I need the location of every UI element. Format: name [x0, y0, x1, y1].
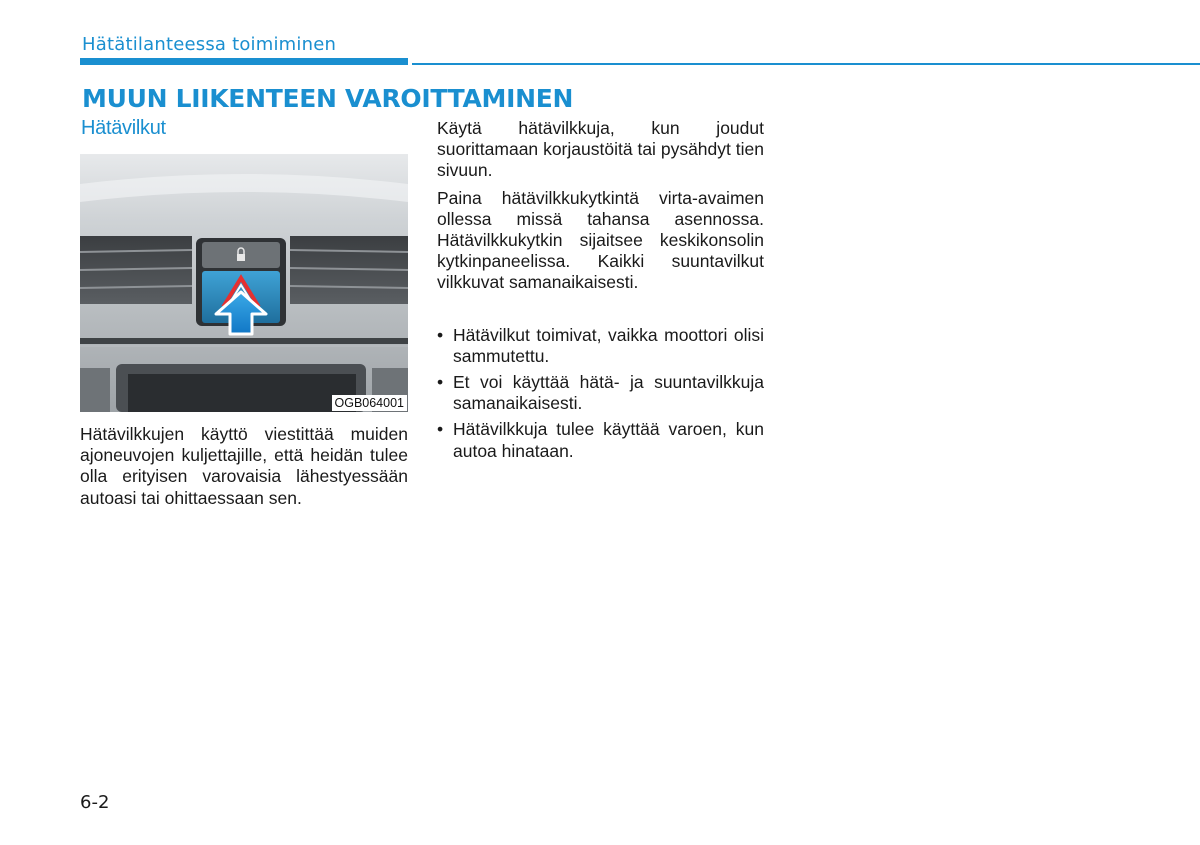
section-header-label: Hätätilanteessa toimiminen: [82, 34, 337, 55]
paragraph: Käytä hätävilkkuja, kun joudut suorittamaan korjaustöitä tai pysähdyt tien sivuun.: [437, 118, 764, 181]
bullet-item: • Hätävilkkuja tulee käyttää varoen, kun autoa hinataan.: [437, 419, 764, 461]
header-rule-thick: [80, 58, 408, 65]
figure-code: OGB064001: [332, 395, 408, 411]
page-number: 6-2: [80, 792, 110, 813]
bullet-item: • Et voi käyttää hätä- ja suuntavilkkuja samanaikaisesti.: [437, 372, 764, 414]
dashboard-illustration: [80, 154, 408, 412]
bullet-item: • Hätävilkut toimivat, vaikka moottori olisi sammutettu.: [437, 324, 764, 366]
bullet-list: [437, 325, 764, 462]
hazard-switch-figure: [80, 154, 408, 412]
section-title: MUUN LIIKENTEEN VAROITTAMINEN: [82, 84, 574, 113]
figure-caption: Hätävilkkujen käyttö viestittää muiden ajoneuvojen kuljettajille, että heidän tulee olla erityisen varovaisia lähestyessään autoasi tai ohittaessaan sen.: [80, 424, 408, 508]
subsection-title: Hätävilkut: [81, 117, 166, 139]
header-rule-thin: [412, 63, 1200, 65]
paragraph: Paina hätävilkkukytkintä virta-avaimen ollessa missä tahansa asennossa. Hätävilkkukytkin sijaitsee keskikonsolin kytkinpaneelissa. Kaikki suuntavilkut vilkkuvat samanaikaisesti.: [437, 187, 764, 293]
right-column: [437, 118, 764, 467]
